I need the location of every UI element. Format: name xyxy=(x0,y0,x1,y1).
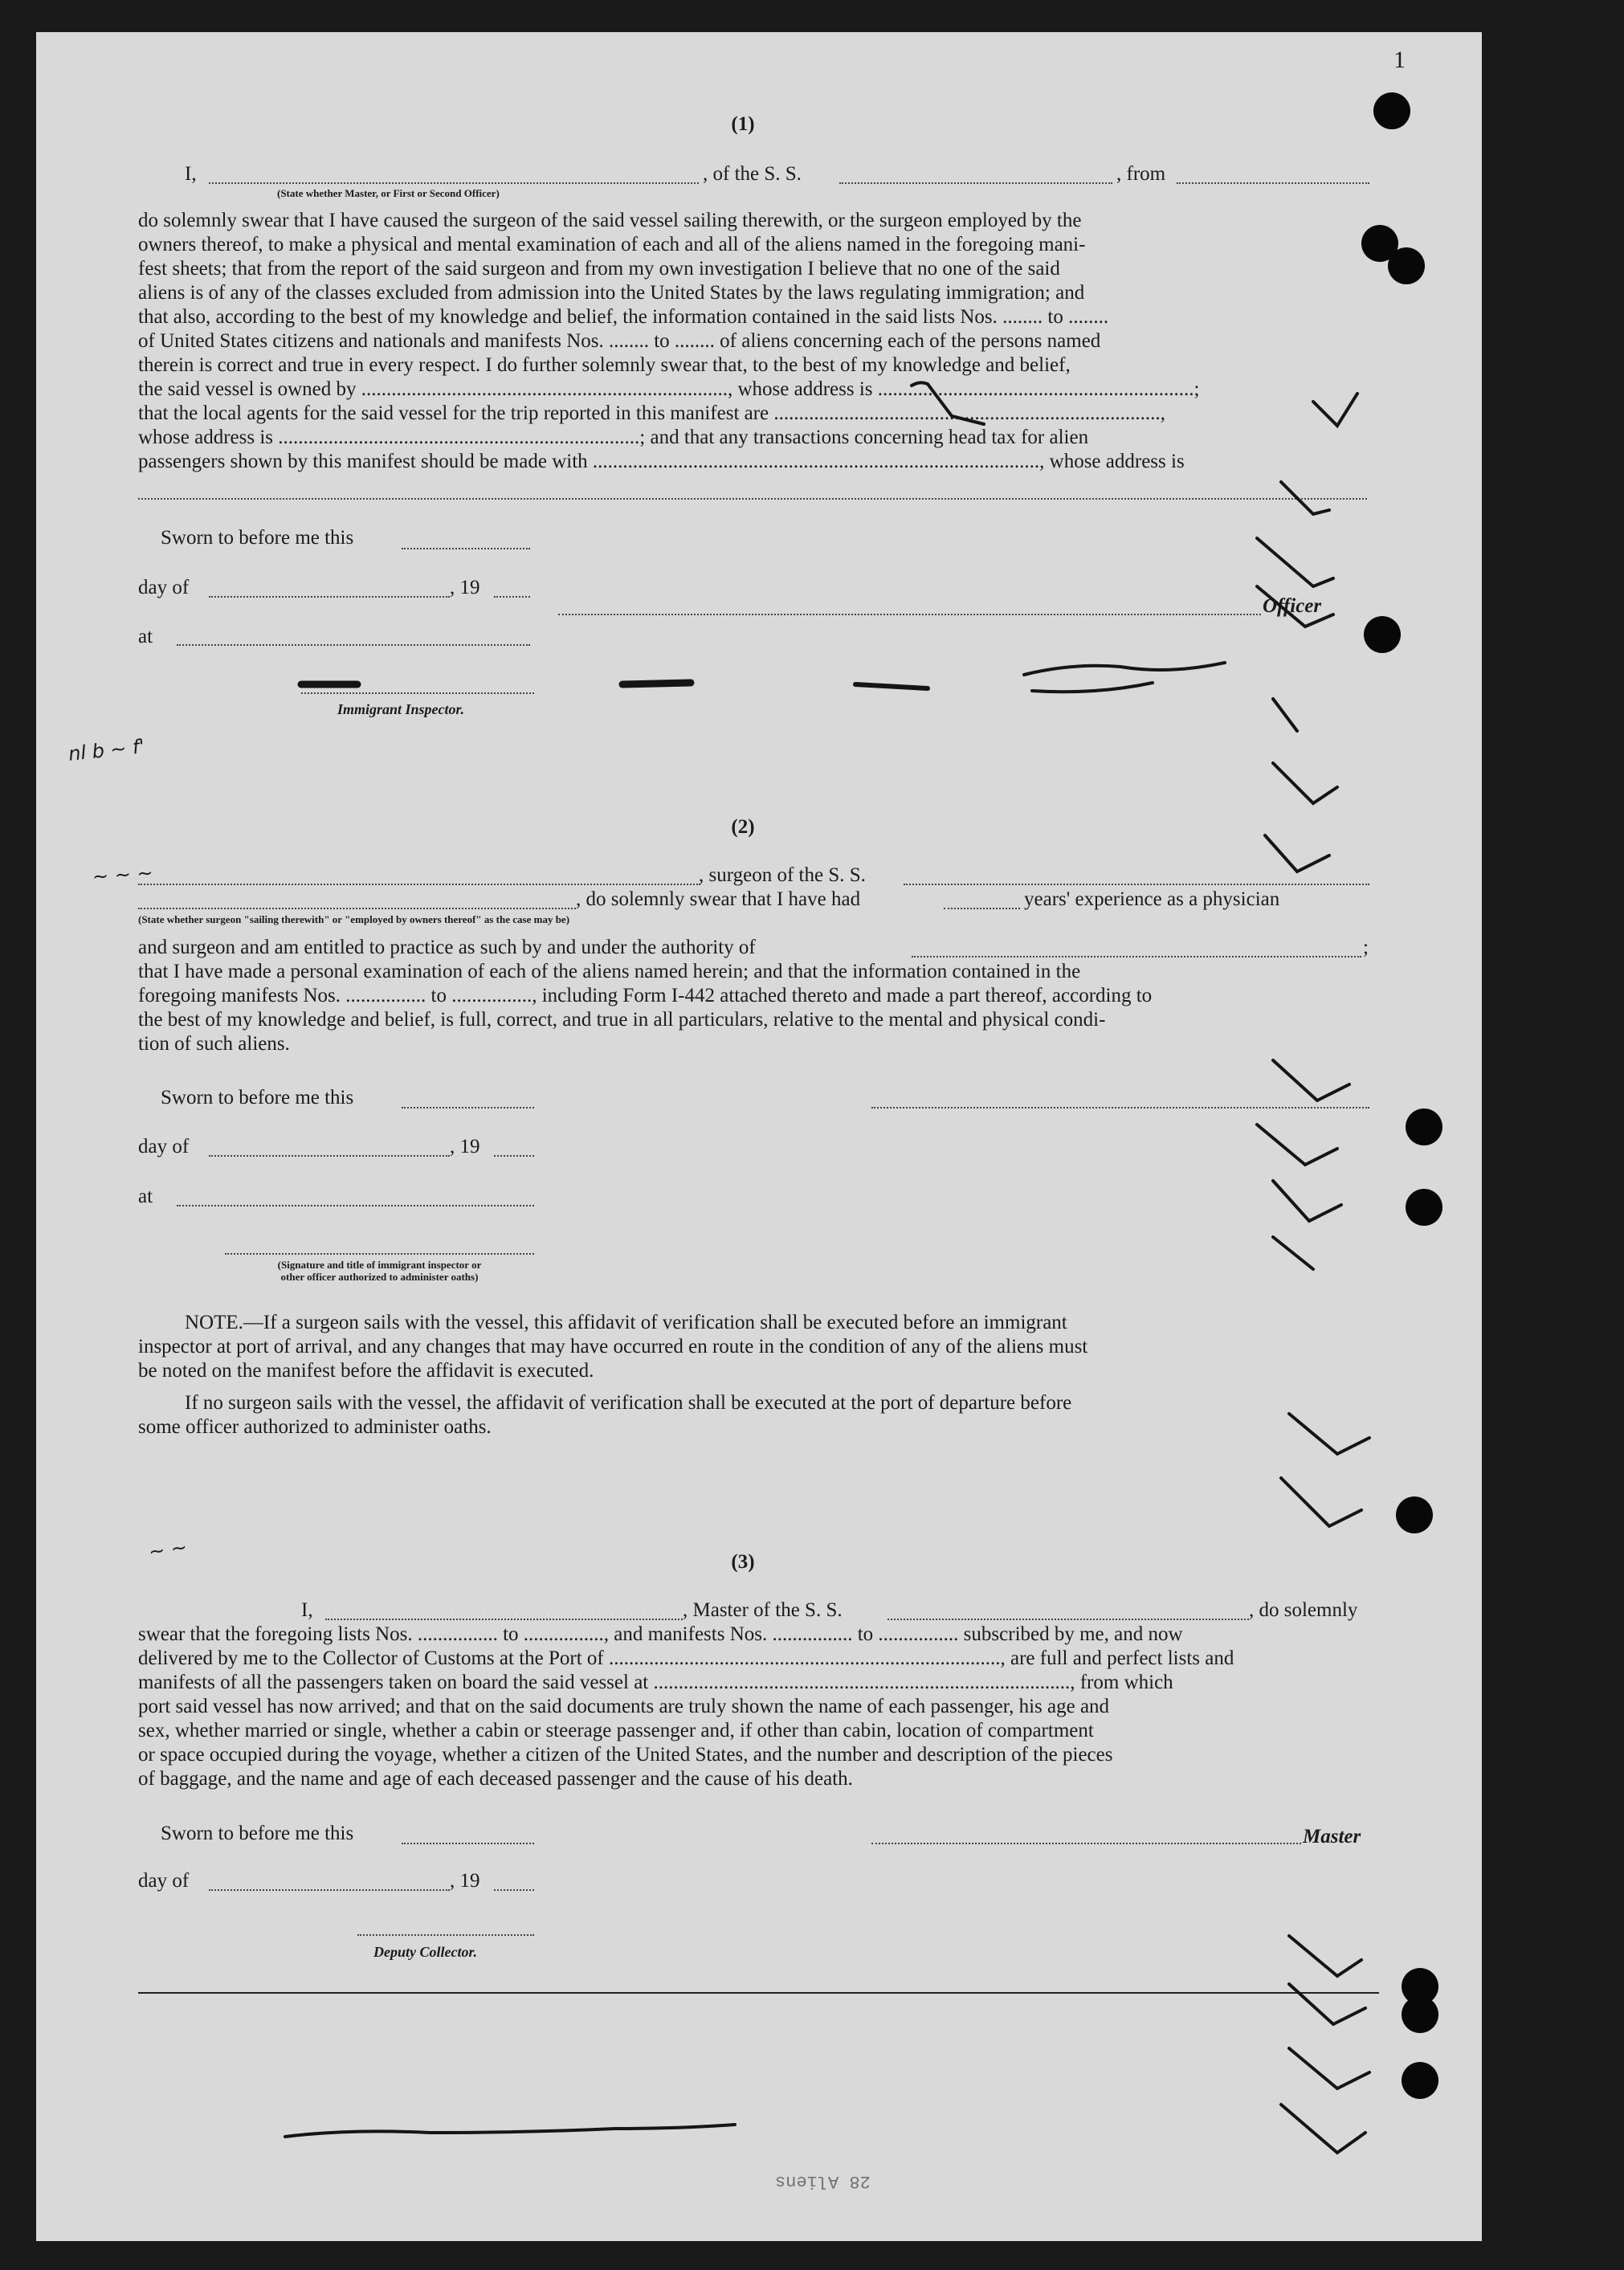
text-line: manifests of all the passengers taken on board the said vessel at ..................................................................................., from which xyxy=(138,1672,1173,1693)
text-line: port said vessel has now arrived; and that on the said documents are truly shown the name of each passenger, his age and xyxy=(138,1696,1110,1717)
sworn-label: Sworn to before me this xyxy=(161,527,354,549)
deputy-collector-label: Deputy Collector. xyxy=(373,1944,477,1960)
check-mark xyxy=(1289,1936,1361,1976)
surgeon-caption: (State whether surgeon "sailing therewith" or "employed by owners thereof" as the case may be) xyxy=(138,913,570,925)
text-line: of baggage, and the name and age of each deceased passenger and the cause of his death. xyxy=(138,1768,853,1790)
officer-caption: (State whether Master, or First or Second Officer) xyxy=(277,187,500,199)
text-line: passengers shown by this manifest should be made with ........................................................................................., whose address is xyxy=(138,451,1185,472)
text-line: swear that the foregoing lists Nos. ................ to ................, and manifests Nos. ................ to ................ subscribed by me, and now xyxy=(138,1623,1183,1645)
text-line: foregoing manifests Nos. ................ to ................, including Form I-442 attached thereto and made a part thereof, according to xyxy=(138,985,1153,1006)
year-label: , 19 xyxy=(450,1136,480,1157)
inspector-label: Immigrant Inspector. xyxy=(337,701,465,717)
day-of-label: day of xyxy=(138,1136,190,1157)
text-line: therein is correct and true in every respect. I do further solemnly swear that, to the best of my knowledge and belief, xyxy=(138,354,1071,376)
text-line: sex, whether married or single, whether a cabin or steerage passenger and, if other than cabin, location of compartment xyxy=(138,1720,1094,1741)
signature-caption: (Signature and title of immigrant inspector or xyxy=(277,1259,482,1271)
of-the-ss-label: , of the S. S. xyxy=(703,163,802,185)
sworn-label: Sworn to before me this xyxy=(161,1823,354,1844)
check-mark xyxy=(1289,1414,1369,1454)
section-1-i: I, xyxy=(185,163,197,185)
check-mark xyxy=(1289,2048,1369,2088)
do-solemnly-label: , do solemnly xyxy=(1249,1599,1358,1621)
note-line: some officer authorized to administer oaths. xyxy=(138,1416,492,1438)
from-label: , from xyxy=(1116,163,1166,185)
check-mark xyxy=(1257,1125,1337,1165)
ink-scribble xyxy=(912,382,984,424)
text-line: whose address is ........................................................................; and that any transactions concerning head tax for alien xyxy=(138,427,1089,448)
swear-had-label: , do solemnly swear that I have had xyxy=(576,888,861,910)
check-mark xyxy=(1257,538,1333,586)
handwritten-note: ~ ~ xyxy=(147,1535,189,1564)
check-mark xyxy=(1273,1181,1341,1221)
at-label: at xyxy=(138,626,153,647)
handwritten-marks xyxy=(36,32,1482,2241)
text-line: of United States citizens and nationals and manifests Nos. ........ to ........ of aliens concerning each of the persons named xyxy=(138,330,1101,352)
check-mark xyxy=(1281,1478,1361,1526)
check-mark xyxy=(1273,1060,1349,1100)
surgeon-of-label: , surgeon of the S. S. xyxy=(699,864,866,886)
note-line: be noted on the manifest before the affidavit is executed. xyxy=(138,1360,594,1382)
check-mark xyxy=(1257,586,1333,627)
handwritten-note: ~ ~ ~ xyxy=(92,861,154,888)
section-3-heading: (3) xyxy=(731,1551,755,1573)
day-of-label: day of xyxy=(138,1870,190,1892)
master-of-label: , Master of the S. S. xyxy=(683,1599,843,1621)
text-line: the best of my knowledge and belief, is full, correct, and true in all particulars, relative to the mental and physical condi- xyxy=(138,1009,1106,1031)
sworn-label: Sworn to before me this xyxy=(161,1087,354,1108)
section-1-heading: (1) xyxy=(731,113,755,135)
check-mark xyxy=(1273,1237,1313,1269)
master-label: Master xyxy=(1303,1826,1361,1847)
text-line: or space occupied during the voyage, whether a citizen of the United States, and the number and description of the pieces xyxy=(138,1744,1113,1766)
check-mark xyxy=(1289,1984,1365,2024)
text-line: delivered by me to the Collector of Customs at the Port of .............................................................................., are full and perfect lists and xyxy=(138,1647,1234,1669)
note-line: NOTE.—If a surgeon sails with the vessel, this affidavit of verification shall be executed before an immigrant xyxy=(185,1312,1067,1333)
signature-caption: other officer authorized to administer oaths) xyxy=(280,1271,479,1283)
text-line: ; xyxy=(1363,937,1369,958)
section-2-heading: (2) xyxy=(731,816,755,838)
at-label: at xyxy=(138,1186,153,1207)
text-line: fest sheets; that from the report of the said surgeon and from my own investigation I believe that no one of the said xyxy=(138,258,1060,280)
note-line: inspector at port of arrival, and any changes that may have occurred en route in the condition of any of the aliens must xyxy=(138,1336,1088,1358)
text-line: that I have made a personal examination of each of the aliens named herein; and that the information contained in the xyxy=(138,961,1081,982)
officer-label: Officer xyxy=(1263,595,1322,617)
manifest-page xyxy=(36,32,1482,2241)
year-label: , 19 xyxy=(450,577,480,598)
strike-mark xyxy=(855,684,928,688)
year-label: , 19 xyxy=(450,1870,480,1892)
text-line: that also, according to the best of my knowledge and belief, the information contained in the said lists Nos. ........ to ........ xyxy=(138,306,1109,328)
check-mark xyxy=(1281,482,1329,514)
handwritten-note: nl b ~ f' xyxy=(67,735,146,766)
section-3-i: I, xyxy=(301,1599,313,1621)
check-mark xyxy=(1273,763,1337,803)
check-mark xyxy=(1313,394,1357,426)
aliens-count: 28 Aliens xyxy=(775,2171,871,2191)
text-line: aliens is of any of the classes excluded from admission into the United States by the laws regulating immigration; and xyxy=(138,282,1085,304)
ink-scribble xyxy=(285,2125,735,2137)
note-line: If no surgeon sails with the vessel, the affidavit of verification shall be executed at the port of departure before xyxy=(185,1392,1072,1414)
text-line: do solemnly swear that I have caused the surgeon of the said vessel sailing therewith, or the surgeon employed by the xyxy=(138,210,1082,231)
text-line: owners thereof, to make a physical and mental examination of each and all of the aliens named in the foregoing mani- xyxy=(138,234,1086,255)
text-line: that the local agents for the said vessel for the trip reported in this manifest are ............................................................................., xyxy=(138,402,1165,424)
ink-scribble xyxy=(1032,683,1153,692)
check-mark xyxy=(1281,2105,1365,2153)
text-line: tion of such aliens. xyxy=(138,1033,290,1055)
corner-mark: 1 xyxy=(1393,47,1406,73)
ink-scribble xyxy=(1024,663,1225,675)
strike-mark xyxy=(622,683,691,684)
text-line: and surgeon and am entitled to practice as such by and under the authority of xyxy=(138,937,756,958)
check-mark xyxy=(1265,835,1329,872)
check-mark xyxy=(1273,699,1297,731)
day-of-label: day of xyxy=(138,577,190,598)
text-line: the said vessel is owned by ........................................................................., whose address is ...............................................................; xyxy=(138,378,1200,400)
years-experience-label: years' experience as a physician xyxy=(1024,888,1280,910)
